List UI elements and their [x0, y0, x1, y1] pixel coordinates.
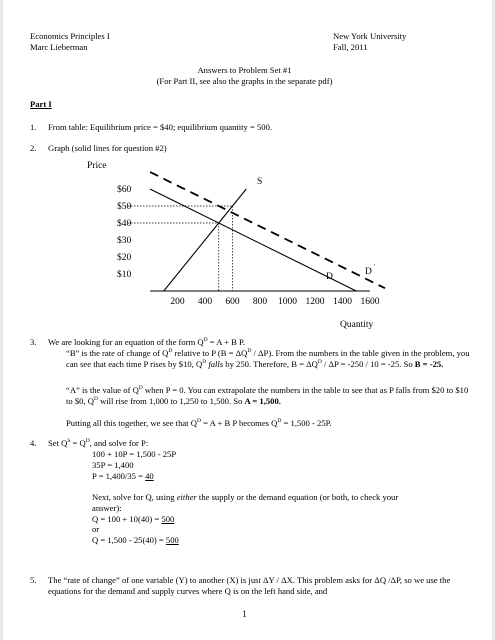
x-tick-label: 1400 — [333, 297, 352, 307]
document-title: Answers to Problem Set #1 — [197, 65, 292, 75]
q2-number: 2. — [30, 143, 37, 153]
q4-quantity-supply: Q = 100 + 10(40) = 500 — [92, 514, 175, 524]
series-label-d-prime-mark: ' — [374, 263, 376, 270]
instructor-name: Marc Lieberman — [30, 42, 88, 52]
x-tick-label: 200 — [170, 297, 185, 307]
x-axis-label: Quantity — [340, 320, 374, 330]
x-tick-label: 1600 — [360, 297, 380, 307]
document-page — [3, 0, 492, 640]
x-tick-label: 1000 — [278, 297, 297, 307]
series-line-s — [164, 189, 247, 291]
q2-text: Graph (solid lines for question #2) — [48, 143, 167, 153]
q4-quantity-demand: Q = 1,500 - 25(40) = 500 — [92, 535, 179, 545]
q4-intro: Set $Q^S = Q^D$, and solve for P: — [48, 438, 149, 448]
series-label-s: S — [257, 177, 263, 187]
q5-text: The “rate of change” of one variable (Y) to another (X) is just ΔY / ΔX. This problem asks for ΔQ /ΔP, so we use the equations for the demand and supply curves where Q is on the left hand side, and — [48, 575, 451, 596]
y-tick-label: $30 — [117, 236, 132, 246]
q4-next-step: Next, solve for Q, using either the supply or the demand equation (or both, to check your answer): — [92, 492, 399, 513]
q5-number: 5. — [30, 575, 37, 585]
y-tick-label: $50 — [117, 202, 132, 212]
series-label-d-prime: D — [365, 267, 372, 277]
y-tick-label: $10 — [117, 270, 132, 280]
q1-number: 1. — [30, 122, 37, 132]
page-number: 1 — [242, 610, 247, 620]
university-name: New York University — [333, 31, 407, 41]
q4-equation-1: 100 + 10P = 1,500 - 25P — [92, 449, 177, 459]
q4-or: or — [92, 524, 100, 534]
x-tick-label: 600 — [225, 297, 240, 307]
y-tick-label: $60 — [117, 185, 132, 195]
term: Fall, 2011 — [333, 42, 368, 52]
q3-intro: We are looking for an equation of the form $Q^D = A + B$ P. — [48, 337, 246, 347]
document-subtitle: (For Part II, see also the graphs in the separate pdf) — [156, 76, 333, 86]
curves — [150, 172, 385, 291]
q3-conclusion: Putting all this together, we see that $Q^D = A + B$ P becomes $Q^D = 1,500 - 25P$. — [66, 418, 332, 428]
series-line-d-prime — [150, 172, 385, 288]
q3-paragraph-b: “B” is the rate of change of $Q^D$ relative to P $(B = \Delta Q^D / \Delta P)$. From the numbers in the table given in the problem, you can see that each time P rises by $10, $Q^D$ falls by 250. Therefore, $B = \Delta Q^D / \Delta P = -250 / 10 = -25$. So B = -25. — [66, 348, 470, 369]
x-tick-label: 1200 — [305, 297, 325, 307]
q4-number: 4. — [30, 438, 37, 448]
q4-equation-3: P = 1,400/35 = 40 — [92, 471, 154, 481]
y-tick-labels — [117, 184, 132, 280]
x-tick-label: 800 — [252, 297, 268, 307]
y-axis-label: Price — [87, 161, 107, 171]
course-name: Economics Principles I — [30, 31, 110, 41]
q1-text: From table: Equilibrium price = $40; equilibrium quantity = 500. — [48, 122, 273, 132]
q3-paragraph-a: “A” is the value of $Q^D$ when P = 0. You can extrapolate the numbers in the table to see that as P falls from $20 to $10 to $0, $Q^D$ will rise from 1,000 to 1,250 to 1,500. So A = 1,500. — [66, 385, 469, 406]
y-tick-label: $20 — [117, 253, 132, 263]
supply-demand-chart — [3, 0, 492, 340]
part-heading: Part I — [30, 99, 52, 109]
dotted-guides — [128, 206, 233, 291]
x-tick-label: 400 — [197, 297, 213, 307]
x-tick-labels — [170, 297, 379, 307]
series-label-d: D — [326, 272, 333, 282]
y-tick-label: $40 — [117, 219, 132, 229]
q4-equation-2: 35P = 1,400 — [92, 460, 134, 470]
q3-number: 3. — [30, 337, 37, 347]
